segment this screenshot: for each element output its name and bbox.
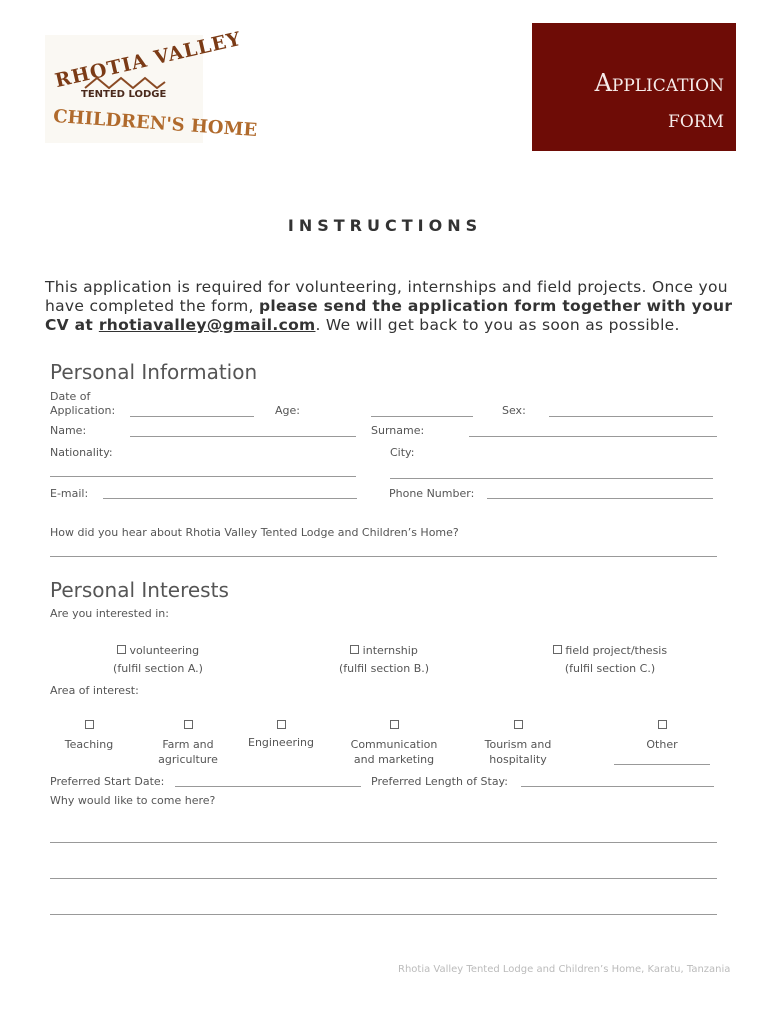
area-tourism[interactable]: Tourism and hospitality bbox=[478, 718, 558, 767]
logo-subtitle: TENTED LODGE bbox=[81, 89, 167, 100]
surname-label: Surname: bbox=[371, 424, 425, 437]
email-label: E-mail: bbox=[50, 487, 89, 500]
option-field-project[interactable]: field project/thesis (fulfil section C.) bbox=[540, 643, 680, 676]
age-label: Age: bbox=[275, 404, 300, 417]
sex-field[interactable] bbox=[549, 416, 713, 417]
personal-interests-heading: Personal Interests bbox=[50, 578, 229, 602]
area-communication[interactable]: Communication and marketing bbox=[332, 718, 456, 767]
instructions-heading: INSTRUCTIONS bbox=[287, 216, 483, 235]
date-field[interactable] bbox=[130, 416, 254, 417]
nationality-field[interactable] bbox=[50, 476, 356, 477]
checkbox-icon[interactable] bbox=[553, 645, 562, 654]
name-label: Name: bbox=[50, 424, 87, 437]
personal-info-heading: Personal Information bbox=[50, 360, 258, 384]
title-banner bbox=[532, 23, 736, 151]
checkbox-icon[interactable] bbox=[514, 720, 523, 729]
why-label: Why would like to come here? bbox=[50, 794, 216, 807]
date-label: Date of bbox=[50, 390, 91, 403]
area-teaching[interactable]: Teaching bbox=[54, 718, 124, 752]
hear-question: How did you hear about Rhotia Valley Tented Lodge and Children’s Home? bbox=[50, 526, 459, 539]
footer-text: Rhotia Valley Tented Lodge and Children’s Home, Karatu, Tanzania bbox=[398, 964, 731, 975]
logo-title: RHOTIA VALLEY bbox=[52, 27, 244, 93]
sex-label: Sex: bbox=[502, 404, 526, 417]
why-field-line-1[interactable] bbox=[50, 842, 717, 843]
area-farm[interactable]: Farm and agriculture bbox=[148, 718, 228, 767]
phone-field[interactable] bbox=[487, 498, 713, 499]
roof-icon bbox=[83, 75, 167, 89]
checkbox-icon[interactable] bbox=[350, 645, 359, 654]
name-field[interactable] bbox=[130, 436, 356, 437]
checkbox-icon[interactable] bbox=[277, 720, 286, 729]
phone-label: Phone Number: bbox=[389, 487, 475, 500]
other-field[interactable] bbox=[614, 764, 710, 765]
surname-field[interactable] bbox=[469, 436, 717, 437]
checkbox-icon[interactable] bbox=[184, 720, 193, 729]
start-date-field[interactable] bbox=[175, 786, 361, 787]
email-link[interactable]: rhotiavalley@gmail.com bbox=[98, 316, 316, 334]
length-field[interactable] bbox=[521, 786, 714, 787]
checkbox-icon[interactable] bbox=[85, 720, 94, 729]
checkbox-icon[interactable] bbox=[117, 645, 126, 654]
logo-home: CHILDREN'S HOME bbox=[52, 105, 258, 142]
option-internship[interactable]: internship (fulfil section B.) bbox=[338, 644, 430, 675]
area-engineering[interactable]: Engineering bbox=[241, 718, 321, 750]
city-field[interactable] bbox=[390, 478, 713, 479]
hear-field[interactable] bbox=[50, 556, 717, 557]
age-field[interactable] bbox=[371, 416, 473, 417]
checkbox-icon[interactable] bbox=[390, 720, 399, 729]
why-field-line-3[interactable] bbox=[50, 914, 717, 915]
start-date-label: Preferred Start Date: bbox=[50, 775, 165, 788]
interested-label: Are you interested in: bbox=[50, 607, 169, 620]
nationality-label: Nationality: bbox=[50, 446, 113, 459]
length-label: Preferred Length of Stay: bbox=[371, 775, 508, 788]
email-field[interactable] bbox=[103, 498, 357, 499]
city-label: City: bbox=[390, 446, 415, 459]
area-other[interactable]: Other bbox=[622, 718, 702, 752]
date-label-2: Application: bbox=[50, 404, 116, 417]
instructions-text: This application is required for volunteering, internships and field projects. Once you have completed the form, please send the application form together with your CV at rhotiavalley@gmail.com. We will get back to you as soon as possible. bbox=[45, 278, 733, 334]
why-field-line-2[interactable] bbox=[50, 878, 717, 879]
banner-title-line1: Application bbox=[594, 69, 724, 97]
checkbox-icon[interactable] bbox=[658, 720, 667, 729]
option-volunteering[interactable]: volunteering (fulfil section A.) bbox=[113, 644, 203, 675]
area-label: Area of interest: bbox=[50, 684, 139, 697]
logo bbox=[45, 27, 258, 143]
banner-title-line2: form bbox=[668, 105, 724, 133]
